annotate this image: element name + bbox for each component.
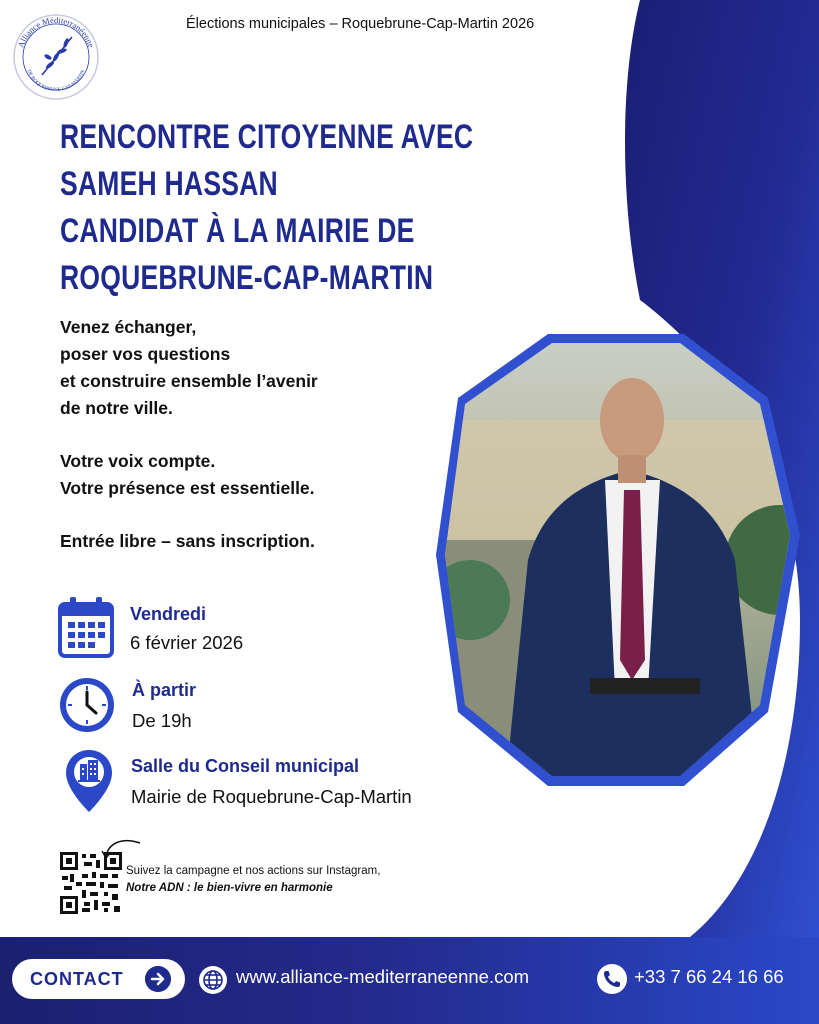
footer-bar <box>0 937 819 1024</box>
time-value: De 19h <box>132 710 192 731</box>
body-line: de notre ville. <box>60 398 173 418</box>
instagram-line-1: Suivez la campagne et nos actions sur Instagram, <box>126 865 381 877</box>
body-line: et construire ensemble l’avenir <box>60 371 318 391</box>
globe-icon <box>198 965 228 995</box>
body-line: poser vos questions <box>60 344 231 364</box>
election-line: Élections municipales – Roquebrune-Cap-Martin 2026 <box>186 16 535 32</box>
headline-line-2: SAMEH HASSAN <box>60 165 278 203</box>
instagram-line-2: Notre ADN : le bien-vivre en harmonie <box>126 882 333 894</box>
contact-label: CONTACT <box>30 969 124 989</box>
phone-number[interactable]: +33 7 66 24 16 66 <box>634 966 784 987</box>
qr-code-icon[interactable] <box>60 852 122 914</box>
arrow-right-icon <box>145 966 171 992</box>
body-line: Venez échanger, <box>60 317 197 337</box>
location-pin-icon <box>64 748 114 814</box>
alliance-logo <box>12 13 100 101</box>
time-title: À partir <box>132 680 197 700</box>
place-title: Salle du Conseil municipal <box>131 756 360 776</box>
clock-icon <box>58 676 116 734</box>
headline <box>60 114 590 302</box>
contact-button[interactable] <box>12 959 185 999</box>
body-line: Votre voix compte. <box>60 451 216 471</box>
headline-line-4: ROQUEBRUNE-CAP-MARTIN <box>60 259 434 297</box>
calendar-icon <box>58 596 114 658</box>
date-value: 6 février 2026 <box>130 632 244 653</box>
instagram-text <box>126 863 380 897</box>
curved-arrow-icon <box>100 835 144 861</box>
logo-bottom-text: DE ROQUEBRUNE-CAP-MARTIN <box>25 69 87 94</box>
headline-line-3: CANDIDAT À LA MAIRIE DE <box>60 212 415 250</box>
headline-line-1: RENCONTRE CITOYENNE AVEC <box>60 118 474 156</box>
logo-top-text: Alliance Méditerranéenne <box>15 14 97 49</box>
body-line: Votre présence est essentielle. <box>60 478 315 498</box>
date-title: Vendredi <box>130 604 207 624</box>
candidate-photo <box>430 340 819 790</box>
phone-icon <box>596 963 628 995</box>
body-line: Entrée libre – sans inscription. <box>60 531 315 551</box>
website-link[interactable]: www.alliance-mediterraneenne.com <box>236 966 530 987</box>
place-value: Mairie de Roquebrune-Cap-Martin <box>131 786 412 807</box>
invitation-text <box>60 314 318 555</box>
